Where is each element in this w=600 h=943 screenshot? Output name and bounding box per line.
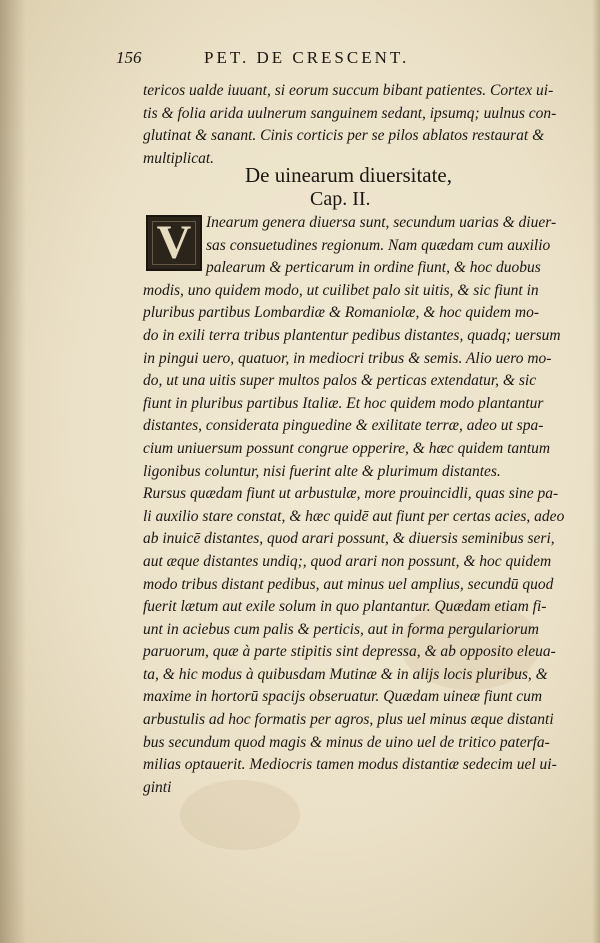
- text-line: do, ut una uitis super multos palos & perticas extendatur, & sic: [143, 372, 537, 390]
- text-line: maxime in hortorū spacijs obseruatur. Quædam uineæ fiunt cum: [143, 688, 543, 706]
- text-line: pluribus partibus Lombardiæ & Romaniolæ, & hoc quidem mo-: [143, 304, 539, 322]
- running-head: PET. DE CRESCENT.: [204, 48, 410, 67]
- text-line: ligonibus coluntur, nisi fuerint alte & plurimum distantes.: [143, 462, 501, 480]
- text-line: multiplicat.: [143, 149, 215, 167]
- text-line: ab inuicē distantes, quod arari possunt, & diuersis seminibus seri,: [143, 530, 555, 548]
- text-line: bus secundum quod magis & minus de uino uel de tritico paterfa-: [143, 733, 550, 751]
- initial-letter: V: [156, 216, 192, 269]
- text-line: tis & folia arida uulnerum sanguinem sedant, ipsumq; uulnus con-: [143, 104, 557, 122]
- text-line: in pingui uero, quatuor, in mediocri tribus & semis. Alio uero mo-: [143, 349, 552, 367]
- text-line: tericos ualde iuuant, si eorum succum bibant patientes. Cortex ui-: [143, 82, 554, 99]
- text-line: glutinat & sanant. Cinis corticis per se pilos ablatos restaurat &: [143, 127, 545, 145]
- text-line: aut æque distantes undiq;, quod arari non possunt, & hoc quidem: [143, 552, 552, 570]
- text-line: ta, & hic modus à quibusdam Mutinæ & in alijs locis pluribus, &: [143, 665, 548, 683]
- text-line: Inearum genera diuersa sunt, secundum uarias & diuer-: [206, 214, 557, 231]
- page-edge-shadow: [592, 0, 600, 943]
- text-line: unt in aciebus cum palis & perticis, aut in forma pergulariorum: [143, 620, 539, 638]
- chapter-title: De uinearum diuersitate,: [245, 163, 453, 187]
- text-line: milias optauerit. Mediocris tamen modus distantiæ sedecim uel ui-: [143, 756, 557, 774]
- text-line: sas consuetudines regionum. Nam quædam cum auxilio: [206, 236, 551, 254]
- text-line: modis, uno quidem modo, ut cuilibet palo sit uitis, & sic fiunt in: [143, 281, 539, 299]
- text-line: distantes, considerata pinguedine & exilitate terræ, adeo ut spa-: [143, 417, 544, 435]
- text-line: ginti: [143, 778, 172, 796]
- text-line: palearum & perticarum in ordine fiunt, & hoc duobus: [206, 259, 541, 277]
- text-block-top: [143, 80, 575, 170]
- gutter-shadow: [0, 0, 26, 943]
- text-line: fuerit lætum aut exile solum in quo plantantur. Quædam etiam fi-: [143, 598, 547, 616]
- text-line: do in exili terra tribus plantentur pedibus distantes, quadq; uersum: [143, 326, 561, 344]
- text-line: Rursus quædam fiunt ut arbustulæ, more prouincidli, quas sine pa-: [143, 485, 559, 503]
- text-line: paruorum, quæ à parte stipitis sint depressa, & ab opposito eleua-: [143, 643, 556, 661]
- text-line: fiunt in pluribus partibus Italiæ. Et hoc quidem modo plantantur: [143, 394, 544, 412]
- text-block-body: [143, 212, 583, 799]
- text-line: cium uniuersum possunt congrue opperire, & hæc quidem tantum: [143, 439, 551, 457]
- text-line: li auxilio stare constat, & hæc quidē aut fiunt per certas acies, adeo: [143, 507, 565, 525]
- text-line: modo tribus distant pedibus, aut minus uel amplius, secundū quod: [143, 575, 554, 593]
- chapter-number: Cap. II.: [310, 188, 371, 210]
- page-number: 156: [116, 48, 142, 67]
- text-line: arbustulis ad hoc formatis per agros, plus uel minus æque distanti: [143, 711, 554, 729]
